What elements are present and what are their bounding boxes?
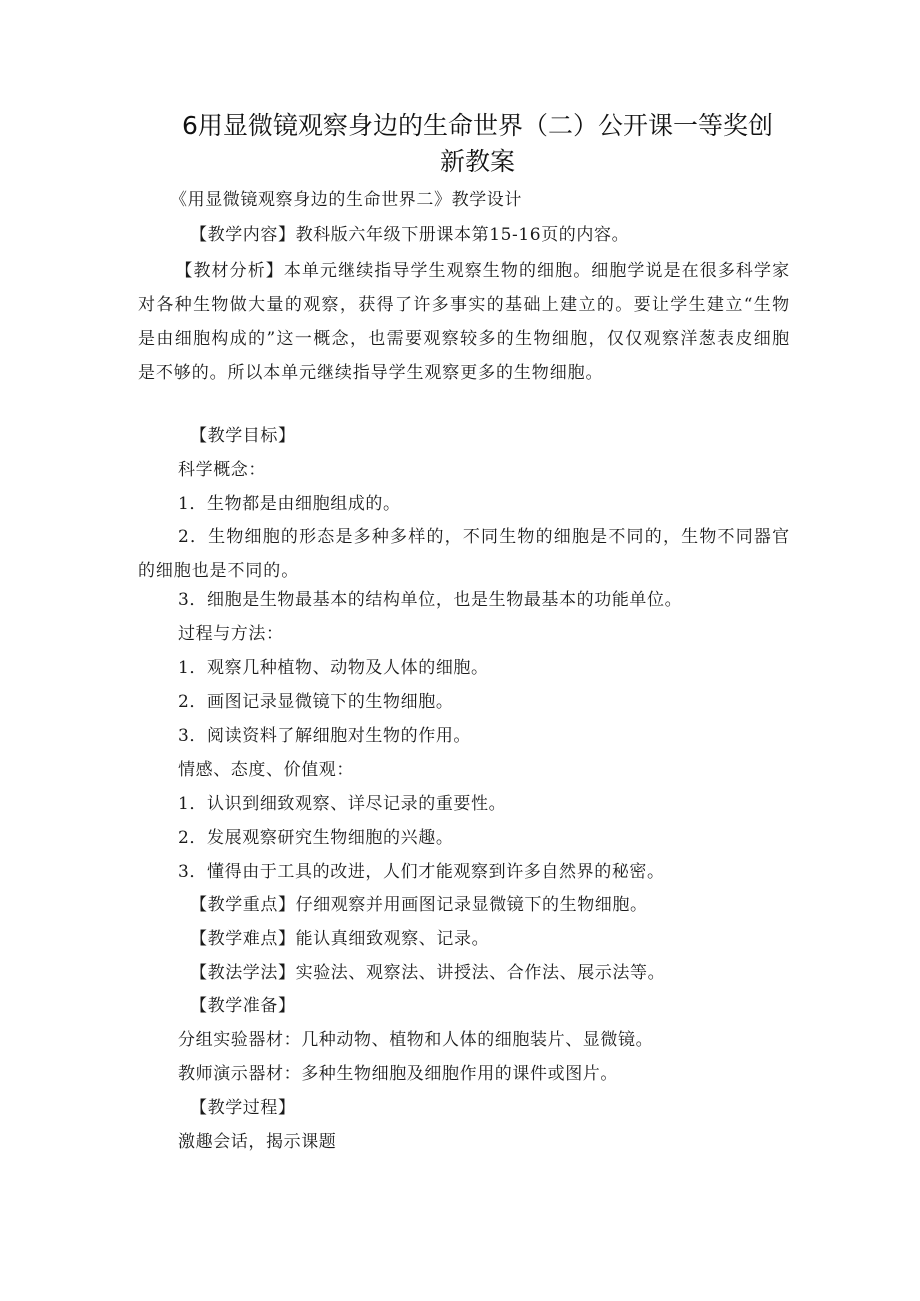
difficulty: 【教学难点】能认真细致观察、记录。 [190,929,490,949]
intro-activity: 激趣会话，揭示课题 [178,1132,337,1152]
process-methods-heading: 过程与方法： [178,624,284,644]
science-concepts-heading: 科学概念： [178,460,266,480]
emotion-value-item: 2．发展观察研究生物细胞的兴趣。 [178,828,454,848]
process-heading: 【教学过程】 [190,1098,296,1118]
document-title: 6用显微镜观察身边的生命世界（二）公开课一等奖创新教案 [182,111,773,176]
process-method-item: 3．阅读资料了解细胞对生物的作用。 [178,726,472,746]
objectives-heading: 【教学目标】 [190,426,296,446]
teaching-methods: 【教法学法】实验法、观察法、讲授法、合作法、展示法等。 [190,963,666,983]
science-concept-item: 1．生物都是由细胞组成的。 [178,494,401,514]
teaching-content: 【教学内容】教科版六年级下册课本第15-16页的内容。 [190,225,630,245]
group-materials: 分组实验器材：几种动物、植物和人体的细胞装片、显微镜。 [178,1030,654,1050]
teacher-materials: 教师演示器材：多种生物细胞及细胞作用的课件或图片。 [178,1064,618,1084]
preparation-heading: 【教学准备】 [190,996,296,1016]
process-method-item: 1．观察几种植物、动物及人体的细胞。 [178,658,489,678]
emotions-values-heading: 情感、态度、价值观： [178,760,354,780]
key-point: 【教学重点】仔细观察并用画图记录显微镜下的生物细胞。 [190,895,648,915]
document-subtitle: 《用显微镜观察身边的生命世界二》教学设计 [170,190,522,210]
science-concept-item: 2．生物细胞的形态是多种多样的，不同生物的细胞是不同的，生物不同器官的细胞也是不同的。 [138,527,790,581]
material-analysis: 【教材分析】本单元继续指导学生观察生物的细胞。细胞学说是在很多科学家对各种生物做大量的观察，获得了许多事实的基础上建立的。要让学生建立“生物是由细胞构成的”这一概念，也需要观察较多的生物细胞，仅仅观察洋葱表皮细胞是不够的。所以本单元继续指导学生观察更多的生物细胞。 [138,261,790,383]
emotion-value-item: 3．懂得由于工具的改进，人们才能观察到许多自然界的秘密。 [178,862,665,882]
emotion-value-item: 1．认识到细致观察、详尽记录的重要性。 [178,794,507,814]
process-method-item: 2．画图记录显微镜下的生物细胞。 [178,692,454,712]
science-concept-item: 3．细胞是生物最基本的结构单位，也是生物最基本的功能单位。 [178,590,683,610]
